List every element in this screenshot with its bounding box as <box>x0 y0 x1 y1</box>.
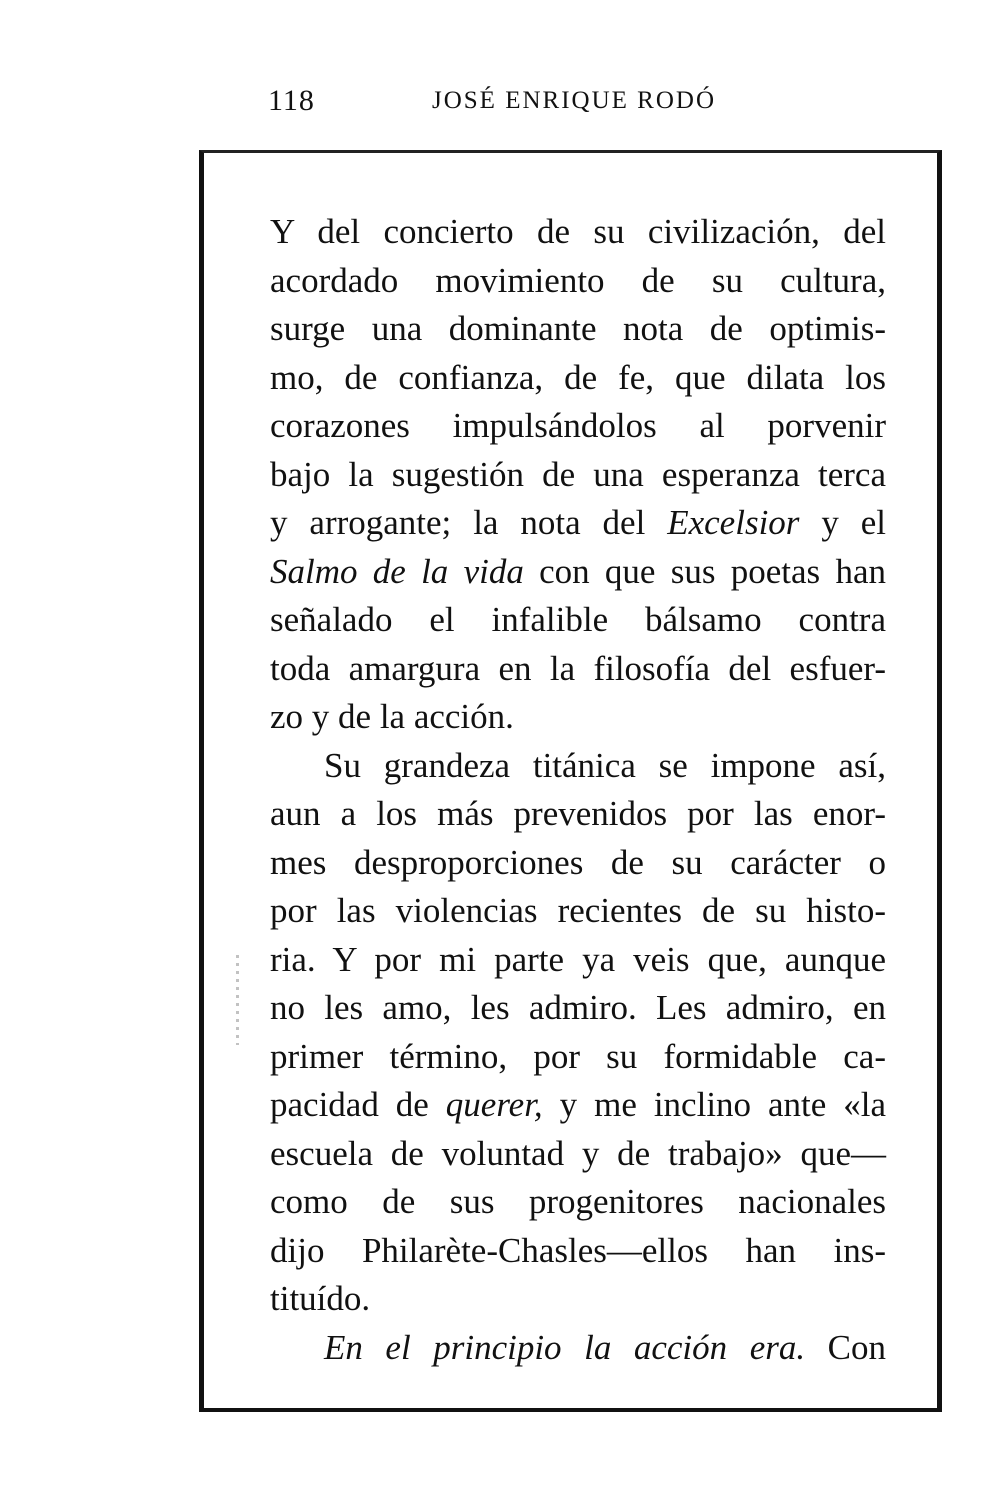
italic-title-salmo: Salmo de la vida <box>270 551 524 591</box>
text-segment: pacidad de <box>270 1085 429 1124</box>
text-line: zo y de la acción. <box>270 697 514 736</box>
text-line: primer término, por su formidable ca- <box>270 1036 886 1076</box>
text-line: ria. Y por mi parte ya veis que, aunque <box>270 939 886 979</box>
running-title: JOSÉ ENRIQUE RODÓ <box>432 87 716 114</box>
text-line <box>270 499 886 548</box>
text-line: Su grandeza titánica se impone así, <box>324 745 886 785</box>
text-segment: y arrogante; la nota del <box>270 503 646 542</box>
text-line <box>270 1324 886 1373</box>
text-line: aun a los más prevenidos por las enor- <box>270 794 886 833</box>
text-line: surge una dominante nota de optimis- <box>270 309 886 348</box>
text-line: Y del concierto de su civilización, del <box>270 212 886 251</box>
text-line: corazones impulsándolos al porvenir <box>270 406 886 445</box>
text-line: mo, de confianza, de fe, que dilata los <box>270 357 886 397</box>
text-line <box>270 1081 886 1130</box>
text-line: no les amo, les admiro. Les admiro, en <box>270 988 886 1027</box>
running-head <box>268 84 728 124</box>
text-line <box>270 548 886 597</box>
text-line: tituído. <box>270 1279 371 1318</box>
italic-word-querer: querer, <box>445 1085 543 1124</box>
text-segment: Con <box>827 1327 887 1367</box>
text-line: como de sus progenitores nacionales <box>270 1182 886 1221</box>
page-number: 118 <box>268 84 315 117</box>
text-segment: y el <box>821 503 887 542</box>
text-segment: con que sus poetas han <box>539 551 886 591</box>
text-line: señalado el infalible bálsamo contra <box>270 600 886 639</box>
italic-title-excelsior: Excelsior <box>667 503 800 542</box>
text-line: por las violencias recientes de su histo- <box>270 891 886 930</box>
text-line: toda amargura en la filosofía del esfuer- <box>270 648 886 688</box>
text-line: acordado movimiento de su cultura, <box>270 260 886 300</box>
scan-artifact <box>236 955 239 1045</box>
text-segment: y me inclino ante «la <box>559 1085 887 1124</box>
text-line: mes desproporciones de su carácter o <box>270 842 886 882</box>
text-line: dijo Philarète-Chasles—ellos han ins- <box>270 1230 886 1270</box>
text-line: bajo la sugestión de una esperanza terca <box>270 454 886 494</box>
italic-quote: En el principio la acción era. <box>324 1327 806 1367</box>
text-line: escuela de voluntad y de trabajo» que— <box>270 1133 886 1173</box>
body-text <box>270 208 886 1372</box>
